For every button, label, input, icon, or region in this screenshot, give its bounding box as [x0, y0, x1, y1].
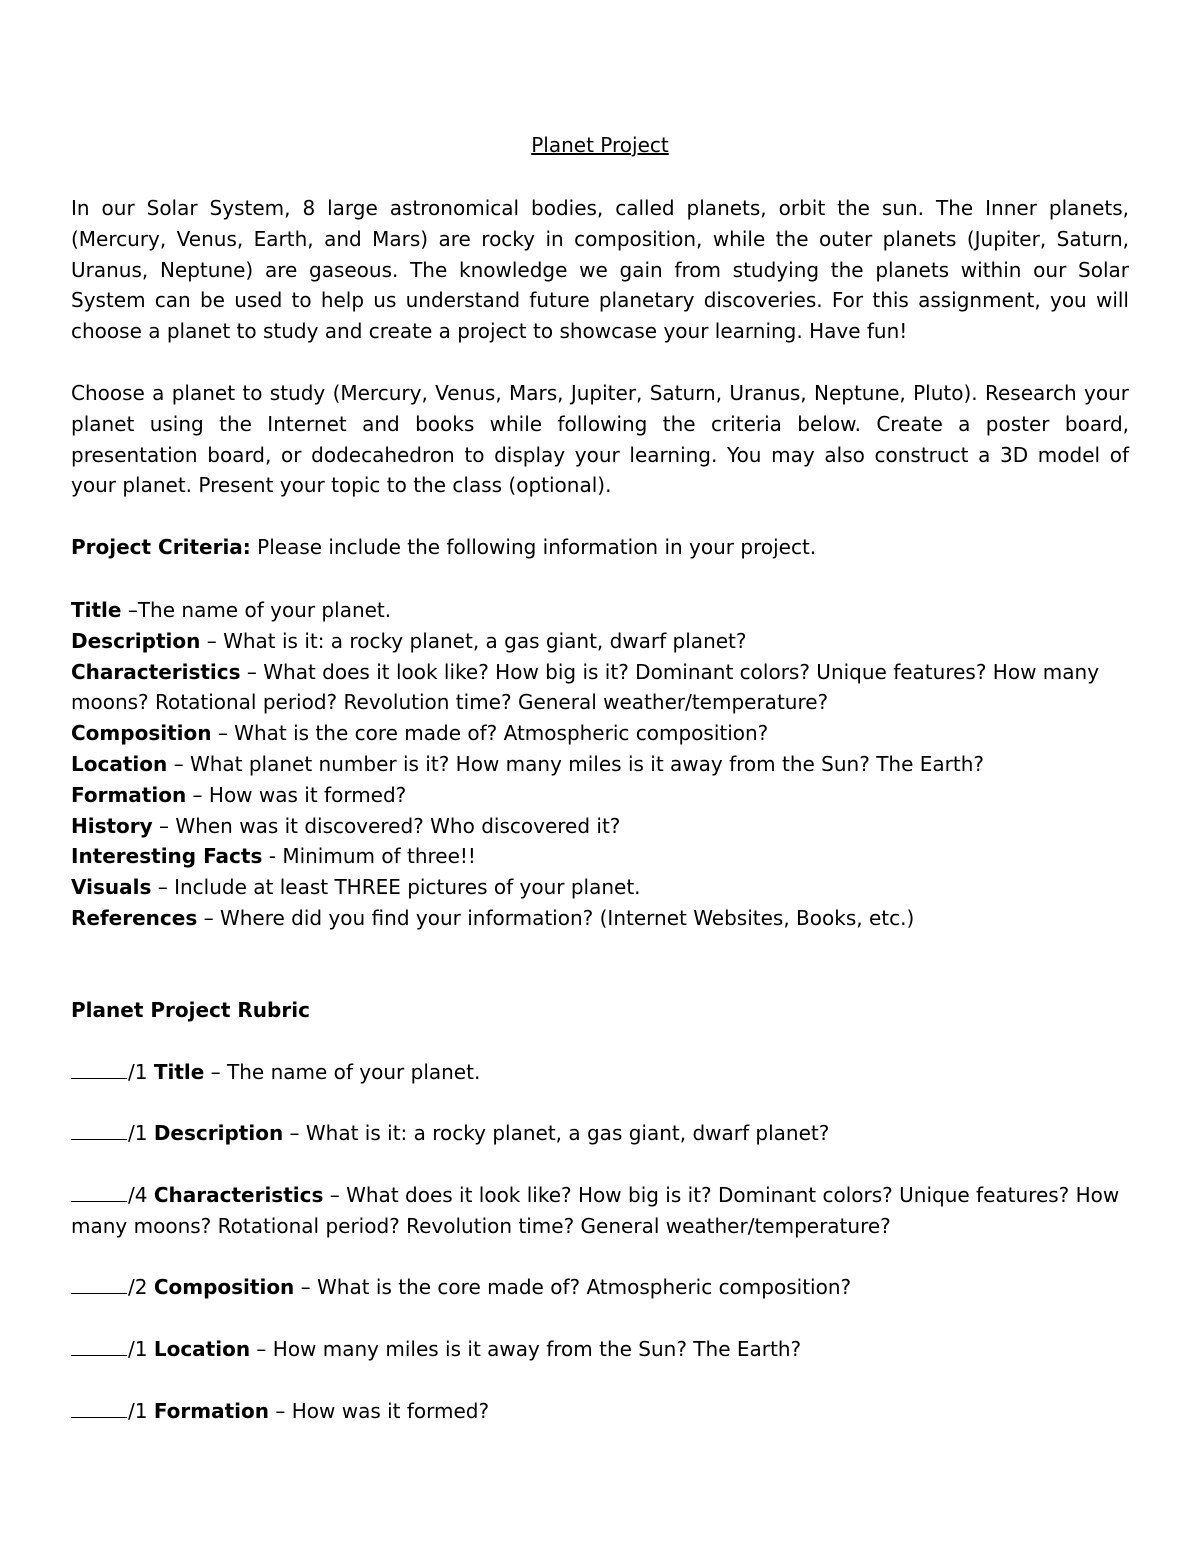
rubric-item-formation	[71, 1396, 1129, 1427]
criteria-item-visuals	[71, 872, 1129, 903]
rubric-term: Characteristics	[153, 1183, 324, 1207]
instructions-paragraph: Choose a planet to study (Mercury, Venus, Mars, Jupiter, Saturn, Uranus, Neptune, Pluto). Research your planet using the Internet and books while following the criteria below. Create a poster board, presentation board, or dodecahedron to display your learning. You may also construct a 3D model of your planet. Present your topic to the class (optional).	[71, 381, 1129, 498]
criteria-desc: – What planet number is it? How many miles is it away from the Sun? The Earth?	[167, 751, 984, 776]
criteria-desc: – What is it: a rocky planet, a gas giant, dwarf planet?	[200, 628, 747, 653]
score-blank[interactable]	[71, 1400, 127, 1418]
rubric-term: Location	[153, 1337, 251, 1361]
criteria-desc: – When was it discovered? Who discovered it?	[152, 813, 621, 838]
criteria-desc: –The name of your planet.	[121, 598, 392, 622]
criteria-desc: – Include at least THREE pictures of your planet.	[151, 875, 641, 900]
rubric-desc: – What does it look like? How big is it? Dominant colors? Unique features? How many moons? Rotational period? Revolution time? General weather/temperature?	[71, 1183, 1120, 1238]
rubric-desc: – The name of your planet.	[204, 1060, 481, 1084]
score-blank[interactable]	[71, 1122, 127, 1140]
rubric-item-characteristics	[71, 1180, 1129, 1242]
criteria-text: Please include the following information in your project.	[250, 535, 817, 559]
score-blank[interactable]	[71, 1338, 127, 1356]
criteria-item-formation	[71, 780, 1129, 811]
score-blank[interactable]	[71, 1276, 127, 1294]
rubric-desc: – What is the core made of? Atmospheric composition?	[294, 1275, 852, 1299]
rubric-term: Description	[153, 1121, 284, 1145]
criteria-item-title	[71, 595, 1129, 626]
criteria-item-history	[71, 811, 1129, 842]
rubric-points: /1	[128, 1121, 154, 1145]
rubric-points: /4	[128, 1183, 154, 1207]
criteria-desc: – What does it look like? How big is it? Dominant colors? Unique features? How many moons? Rotational period? Revolution time? General weather/temperature?	[71, 659, 1100, 715]
criteria-item-interesting-facts	[71, 841, 1129, 872]
rubric-points: /1	[128, 1060, 154, 1084]
rubric-points: /1	[128, 1337, 154, 1361]
criteria-desc: – Where did you find your information? (Internet Websites, Books, etc.)	[197, 905, 915, 930]
rubric-term: Composition	[153, 1275, 295, 1299]
criteria-desc: - Minimum of three!!	[262, 844, 476, 869]
rubric-item-title	[71, 1057, 1129, 1088]
document-page	[71, 0, 1129, 1553]
criteria-intro	[71, 532, 1129, 562]
criteria-desc: – What is the core made of? Atmospheric composition?	[211, 721, 769, 746]
criteria-term: Interesting Facts	[71, 844, 263, 869]
rubric-term: Title	[153, 1060, 205, 1084]
criteria-desc: – How was it formed?	[186, 782, 407, 807]
criteria-term: Location	[71, 751, 168, 776]
intro-paragraph: In our Solar System, 8 large astronomical bodies, called planets, orbit the sun. The Inner planets, (Mercury, Venus, Earth, and Mars) are rocky in composition, while the outer planets (Jupiter, Saturn, Uranus, Neptune) are gaseous. The knowledge we gain from studying the planets within our Solar System can be used to help us understand future planetary discoveries. For this assignment, you will choose a planet to study and create a project to showcase your learning. Have fun!	[71, 196, 1129, 344]
criteria-term: Title	[71, 598, 122, 622]
criteria-item-composition	[71, 718, 1129, 749]
rubric-points: /1	[128, 1399, 154, 1423]
rubric-desc: – How was it formed?	[269, 1399, 490, 1423]
criteria-term: Formation	[71, 782, 187, 807]
score-blank[interactable]	[71, 1061, 127, 1079]
criteria-term: History	[71, 813, 153, 838]
rubric-term: Formation	[153, 1399, 270, 1423]
criteria-term: Characteristics	[71, 659, 241, 684]
criteria-item-location	[71, 749, 1129, 780]
criteria-item-description	[71, 626, 1129, 657]
page-title: Planet Project	[531, 133, 669, 157]
criteria-item-characteristics	[71, 657, 1129, 719]
rubric-desc: – What is it: a rocky planet, a gas giant, dwarf planet?	[283, 1121, 830, 1145]
rubric-points: /2	[128, 1275, 154, 1299]
criteria-term: References	[71, 905, 198, 930]
rubric-item-location	[71, 1334, 1129, 1365]
score-blank[interactable]	[71, 1184, 127, 1202]
criteria-list	[71, 595, 1129, 934]
criteria-term: Visuals	[71, 875, 152, 900]
rubric-desc: – How many miles is it away from the Sun? The Earth?	[250, 1337, 802, 1361]
rubric-heading: Planet Project Rubric	[71, 998, 310, 1022]
criteria-label: Project Criteria:	[71, 535, 251, 559]
criteria-term: Description	[71, 628, 201, 653]
criteria-term: Composition	[71, 721, 212, 746]
rubric-item-composition	[71, 1272, 1129, 1303]
rubric-item-description	[71, 1118, 1129, 1149]
criteria-item-references	[71, 903, 1129, 934]
